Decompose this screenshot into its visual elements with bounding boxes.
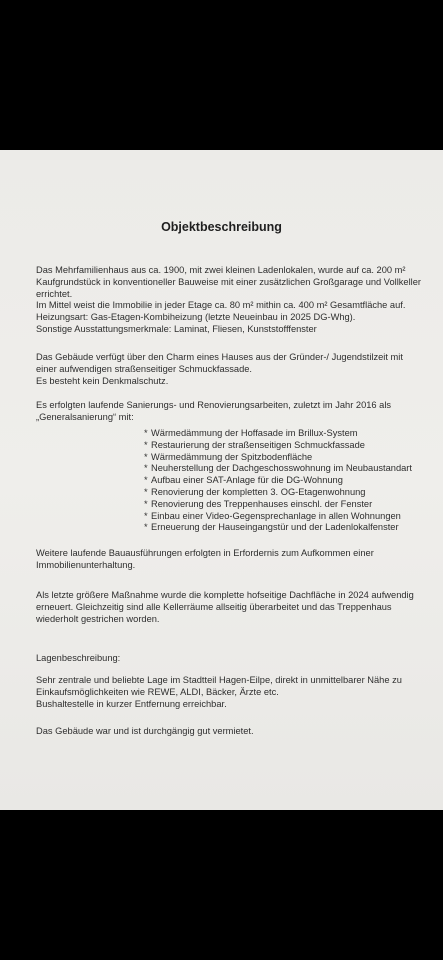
list-item: * Wärmedämmung der Hoffasade im Brillux-System [144,428,358,438]
list-item: * Wärmedämmung der Spitzbodenfläche [144,451,313,462]
text-line: Als letzte größere Maßnahme wurde die komplette hofseitige Dachfläche in 2024 aufwendig [36,590,414,600]
list-item: * Renovierung des Treppenhauses einschl. der Fenster [144,498,373,509]
text-line: Einkaufsmöglichkeiten wie REWE, ALDI, Bäcker, Ärzte etc. [36,686,279,697]
paragraph-object-info [36,265,429,336]
list-item: * Aufbau einer SAT-Anlage für die DG-Wohnung [144,475,343,486]
text-line: Sonstige Ausstattungsmerkmale: Laminat, Fliesen, Kunststofffenster [36,323,317,334]
text-line: Das Gebäude verfügt über den Charm eines Hauses aus der Gründer-/ Jugendstilzeit mit [36,352,403,362]
text-line: Es besteht kein Denkmalschutz. [36,375,169,386]
text-line: Weitere laufende Bauausführungen erfolgten in Erfordernis zum Aufkommen einer [36,548,374,558]
text-line: „Generalsanierung“ mit: [36,411,134,422]
text-line: Immobilienunterhaltung. [36,559,136,570]
text-line: Sehr zentrale und beliebte Lage im Stadtteil Hagen-Eilpe, direkt in unmittelbarer Nähe zu [36,675,402,685]
list-item: * Restaurierung der straßenseitigen Schmuckfassade [144,439,365,450]
paragraph-renovation-intro [36,400,429,424]
text-line: Bushaltestelle in kurzer Entfernung erreichbar. [36,698,227,709]
text-line: errichtet. [36,288,73,299]
text-line: Im Mittel weist die Immobilie in jeder Etage ca. 80 m² mithin ca. 400 m² Gesamtfläche auf. [36,300,406,311]
text-line: wiederholt gestrichen worden. [36,613,160,624]
location-heading [36,653,429,665]
text-line: einer aufwendigen straßenseitiger Schmuckfassade. [36,363,253,374]
list-item: * Einbau einer Video-Gegensprechanlage in allen Wohnungen [144,510,401,521]
text-line: Das Gebäude war und ist durchgängig gut vermietet. [36,726,254,736]
paragraph-roof [36,590,429,625]
paragraph-location [36,675,429,710]
list-item: * Neuherstellung der Dachgeschosswohnung im Neubaustandart [144,463,412,474]
list-item: * Renovierung der kompletten 3. OG-Etagenwohnung [144,486,366,497]
paragraph-rental [36,726,429,738]
renovation-list [144,428,437,534]
paragraph-further-works [36,548,429,572]
text-line: Das Mehrfamilienhaus aus ca. 1900, mit zwei kleinen Ladenlokalen, wurde auf ca. 200 m² [36,265,406,275]
text-line: erneuert. Gleichzeitig sind alle Kellerräume allseitig überarbeitet und das Treppenhaus [36,601,392,612]
list-item: * Erneuerung der Hauseingangstür und der Ladenlokalfenster [144,522,399,533]
text-line: Es erfolgten laufende Sanierungs- und Renovierungsarbeiten, zuletzt im Jahr 2016 als [36,400,392,410]
document-title: Objektbeschreibung [161,220,282,234]
text-line: Heizungsart: Gas-Etagen-Kombiheizung (letzte Neueinbau in 2025 DG-Whg). [36,312,356,323]
text-line: Kaufgrundstück in konventioneller Bauweise mit einer zusätzlichen Großgarage und Vollkeller [36,276,421,287]
text-line: Lagenbeschreibung: [36,653,121,663]
paragraph-charm [36,352,429,387]
document-photo [0,150,443,810]
